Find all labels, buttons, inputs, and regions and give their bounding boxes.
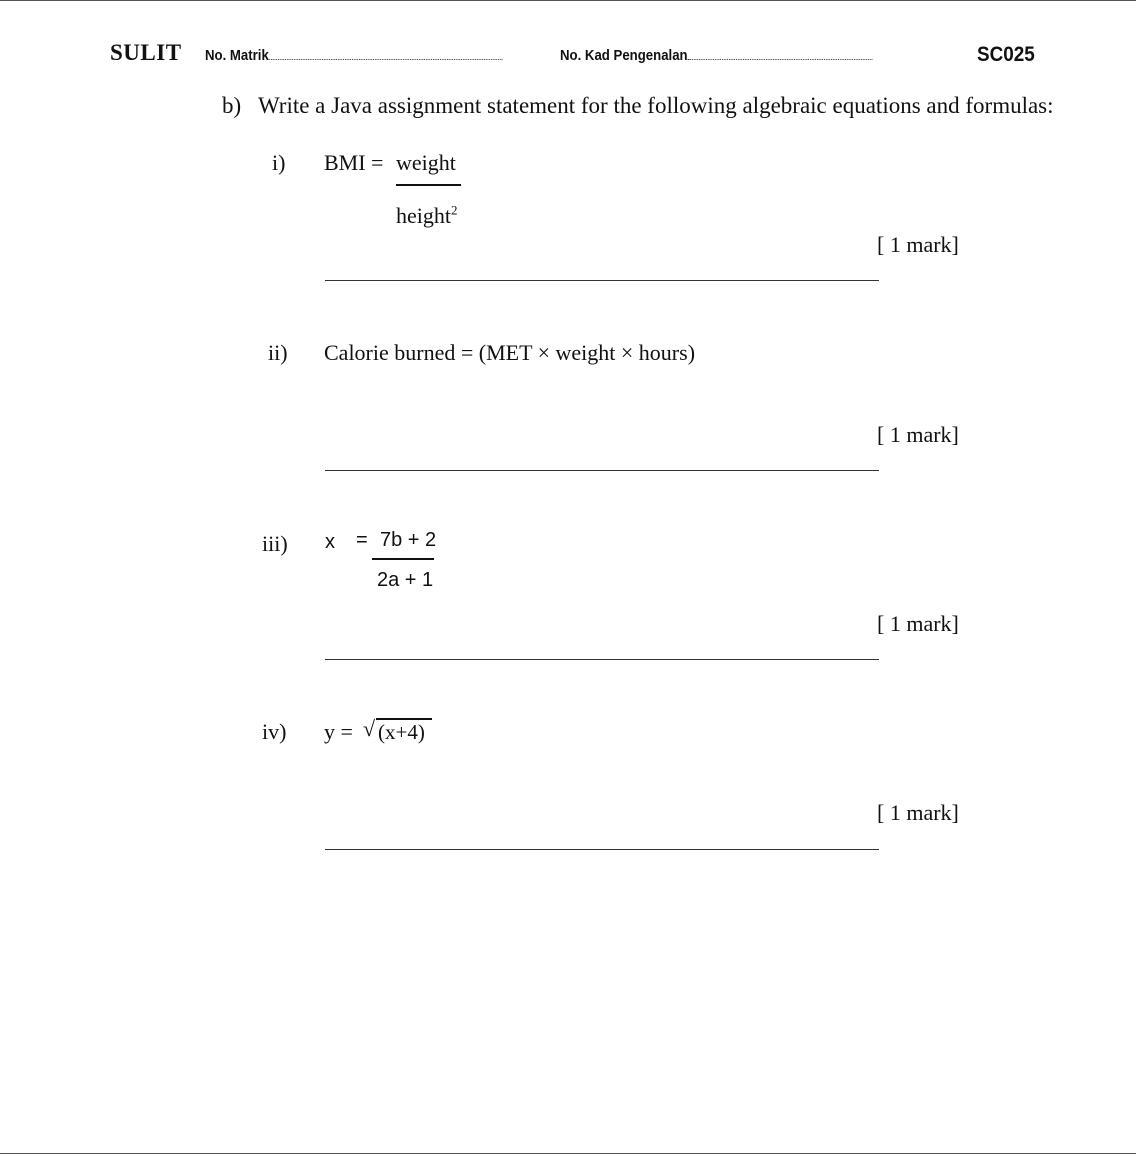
matrik-label: No. Matrik (205, 47, 269, 64)
top-border (0, 0, 1136, 1)
question-text: Write a Java assignment statement for the following algebraic equations and formulas: (258, 93, 1054, 118)
kad-label: No. Kad Pengenalan (560, 47, 688, 64)
subject-code: SC025 (977, 43, 1035, 66)
x-numerator: 7b + 2 (380, 529, 437, 551)
bmi-fraction-bar (396, 184, 461, 186)
bmi-lhs: BMI = (324, 150, 384, 175)
answer-line-i[interactable] (325, 280, 879, 281)
item-number-iv: iv) (262, 719, 287, 744)
bottom-border (0, 1153, 1136, 1154)
y-lhs: y = (324, 719, 353, 744)
calorie-formula: Calorie burned = (MET × weight × hours) (324, 340, 696, 365)
answer-line-iii[interactable] (325, 659, 879, 660)
bmi-numerator: weight (396, 150, 456, 175)
sulit-label: SULIT (110, 40, 182, 65)
matrik-blank (269, 47, 502, 60)
bmi-denominator-base: height (396, 203, 451, 228)
item-number-ii: ii) (268, 340, 288, 365)
answer-line-iv[interactable] (325, 849, 879, 850)
x-fraction-bar (372, 558, 434, 560)
x-denominator: 2a + 1 (377, 569, 434, 591)
kad-field (560, 47, 872, 64)
mark-iv: [ 1 mark] (877, 800, 959, 825)
answer-line-ii[interactable] (325, 470, 879, 471)
mark-ii: [ 1 mark] (877, 422, 959, 447)
x-lhs: x (325, 531, 335, 553)
kad-blank (688, 47, 873, 60)
y-radicand: (x+4) (378, 720, 425, 744)
mark-i: [ 1 mark] (877, 232, 959, 257)
sqrt-icon: √ (363, 716, 376, 741)
item-number-iii: iii) (262, 531, 288, 556)
mark-iii: [ 1 mark] (877, 611, 959, 636)
matrik-field (205, 47, 502, 64)
question-label: b) (222, 93, 242, 118)
x-equals: = (356, 529, 368, 551)
item-number-i: i) (272, 150, 286, 175)
bmi-exponent: 2 (451, 202, 458, 218)
bmi-denominator (396, 203, 458, 229)
